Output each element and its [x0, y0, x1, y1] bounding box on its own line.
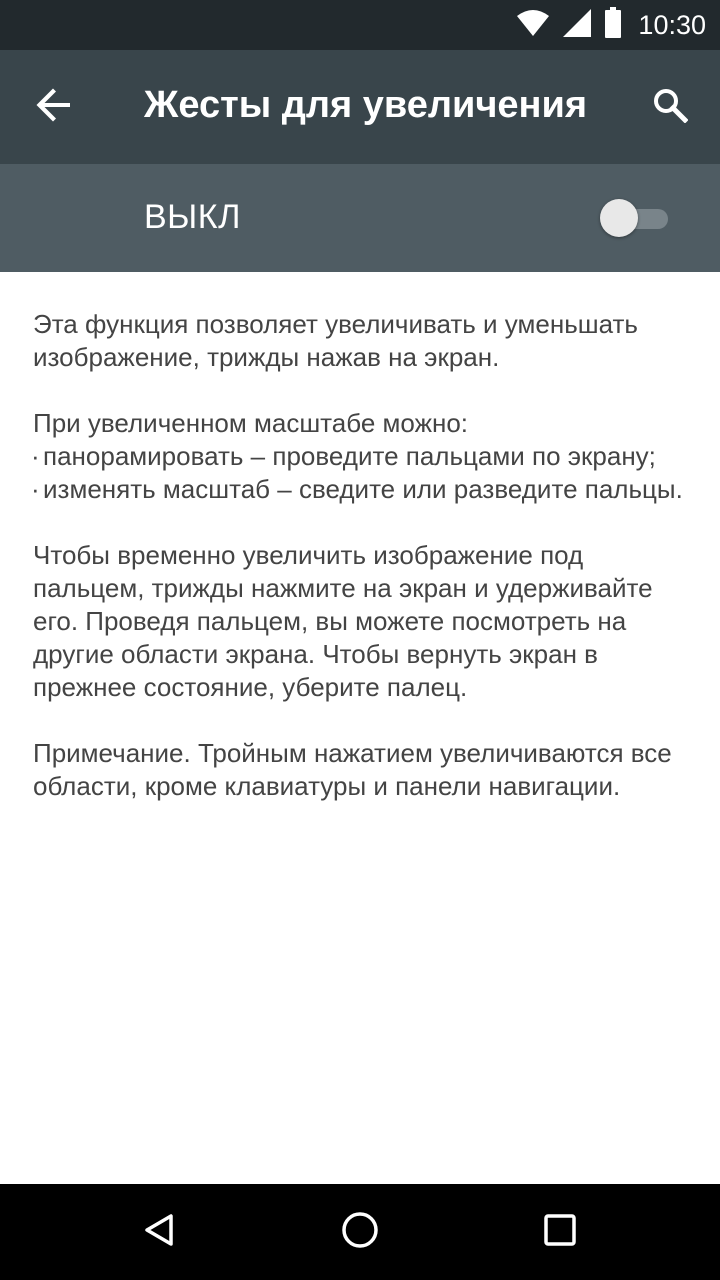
- master-switch-bar[interactable]: [0, 164, 720, 272]
- recents-square-icon: [542, 1212, 578, 1253]
- search-button[interactable]: [642, 79, 698, 135]
- note-paragraph: Примечание. Тройным нажатием увеличиваются все области, кроме клавиатуры и панели навигации.: [33, 738, 672, 801]
- list-item: [33, 473, 693, 506]
- arrow-back-icon: [36, 87, 72, 128]
- bullet-dot: ·: [31, 474, 40, 504]
- battery-icon: [604, 7, 622, 44]
- bullet-dot: ·: [31, 441, 40, 471]
- home-circle-icon: [340, 1210, 380, 1255]
- description-content: [33, 308, 693, 836]
- bullet-text-zoom: изменять масштаб – сведите или разведите пальцы.: [43, 474, 683, 504]
- zoomed-heading: При увеличенном масштабе можно:: [33, 408, 469, 438]
- page-title: Жесты для увеличения: [144, 84, 588, 126]
- status-bar: [0, 0, 720, 50]
- nav-recents-button[interactable]: [532, 1204, 588, 1260]
- wifi-icon: [516, 9, 550, 42]
- zoomed-section: [33, 407, 693, 506]
- list-item: [33, 440, 693, 473]
- search-icon: [652, 87, 688, 128]
- back-triangle-icon: [142, 1212, 178, 1253]
- navigation-bar: [0, 1184, 720, 1280]
- bullet-text-pan: панорамировать – проведите пальцами по экрану;: [43, 441, 656, 471]
- status-icons: [516, 0, 706, 50]
- toggle-thumb: [600, 199, 638, 237]
- status-time: 10:30: [638, 9, 706, 40]
- cell-signal-icon: [562, 8, 592, 43]
- intro-paragraph: Эта функция позволяет увеличивать и уменьшать изображение, трижды нажав на экран.: [33, 309, 638, 372]
- switch-state-label: ВЫКЛ: [144, 198, 241, 236]
- toolbar: [0, 50, 720, 164]
- nav-home-button[interactable]: [332, 1204, 388, 1260]
- back-button[interactable]: [26, 79, 82, 135]
- temporary-magnify-paragraph: Чтобы временно увеличить изображение под пальцем, трижды нажмите на экран и удерживайте его. Проведя пальцем, вы можете посмотреть на другие области экрана. Чтобы вернуть экран в прежнее состояние, уберите палец.: [33, 540, 653, 702]
- nav-back-button[interactable]: [132, 1204, 188, 1260]
- magnification-toggle[interactable]: [600, 198, 672, 238]
